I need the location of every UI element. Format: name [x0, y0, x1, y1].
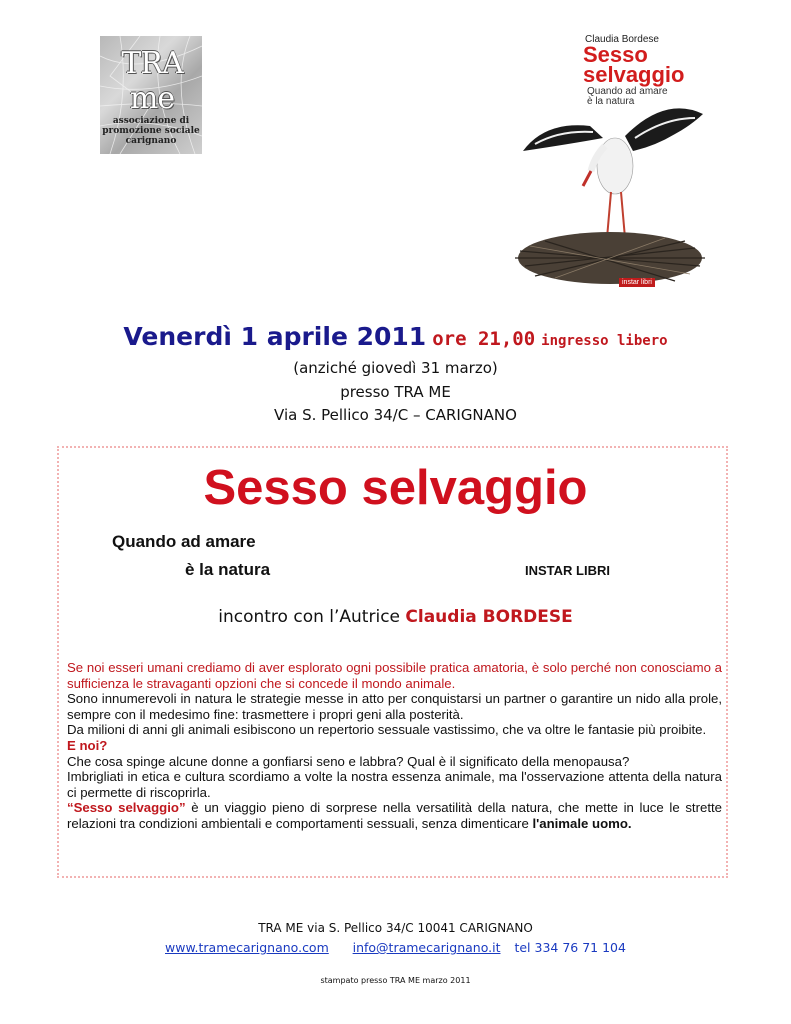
- cover-subtitle-line2: è la natura: [587, 96, 635, 107]
- book-cover: [515, 26, 705, 300]
- stork-illustration: [515, 26, 705, 300]
- cover-subtitle-line1: Quando ad amare: [587, 86, 668, 97]
- meeting-author: Claudia BORDESE: [405, 607, 573, 627]
- main-subtitle-line2: è la natura: [185, 560, 271, 579]
- paragraph-intro: Se noi esseri umani crediamo di aver esplorato ogni possibile pratica amatoria, è solo perché non conosciamo a sufficienza le stravaganti opzioni che si concede il mondo animale.: [67, 660, 722, 691]
- cover-author: Claudia Bordese: [585, 34, 659, 45]
- event-time: ore 21,00: [432, 328, 536, 350]
- cover-title-line2: selvaggio: [583, 62, 685, 87]
- event-venue: presso TRA ME: [340, 383, 451, 401]
- closing-text: è un viaggio pieno di sorprese nella versatilità della natura, che mette in luce le strette relazioni tra condizioni ambientali e comportamenti sessuali, senza dimenticare: [67, 800, 722, 831]
- logo-title: TRA me: [121, 46, 183, 116]
- main-title: Sesso selvaggio: [203, 461, 588, 515]
- meeting-prefix: incontro con l’Autrice: [218, 607, 400, 627]
- phone-number: tel 334 76 71 104: [514, 940, 626, 955]
- meeting-line: [0, 607, 791, 627]
- question-heading: E noi?: [67, 737, 108, 753]
- book-title-quote: “Sesso selvaggio”: [67, 800, 186, 816]
- cover-publisher: instar libri: [619, 278, 655, 287]
- closing-emphasis: l'animale uomo.: [532, 815, 632, 831]
- paragraph: Imbrigliati in etica e cultura scordiamo a volte la nostra essenza animale, ma l'osservazione attenta della natura ci permette di riscoprirla.: [67, 769, 722, 800]
- paragraph-closing: [67, 800, 722, 831]
- footer-address: TRA ME via S. Pellico 34/C 10041 CARIGNANO: [258, 921, 533, 935]
- event-address: Via S. Pellico 34/C – CARIGNANO: [274, 406, 517, 424]
- main-subtitle-line1: Quando ad amare: [112, 532, 256, 551]
- logo-subtitle-line: associazione di: [112, 116, 190, 126]
- event-entry: ingresso libero: [541, 333, 668, 349]
- paragraph: Che cosa spinge alcune donne a gonfiarsi seno e labbra? Qual è il significato della menopausa?: [67, 753, 630, 769]
- publisher-label: INSTAR LIBRI: [525, 563, 610, 578]
- logo-subtitle: [102, 116, 200, 146]
- event-date: Venerdì 1 aprile 2011: [123, 322, 427, 351]
- email-link[interactable]: info@tramecarignano.it: [352, 940, 501, 955]
- association-logo: [100, 36, 202, 154]
- description-text: [67, 660, 722, 832]
- logo-subtitle-line: promozione sociale: [102, 126, 200, 136]
- paragraph: Da milioni di anni gli animali esibiscono un repertorio sessuale vastissimo, che va oltre le fantasie più proibite.: [67, 722, 707, 738]
- cover-title-line1: Sesso: [583, 42, 648, 67]
- footer-contacts: [0, 940, 791, 955]
- paragraph: Sono innumerevoli in natura le strategie messe in atto per conquistarsi un partner o garantire un nido alla prole, sempre con il medesimo fine: trasmettere i propri geni alla posterità.: [67, 691, 722, 722]
- logo-subtitle-line: carignano: [125, 136, 177, 146]
- print-note: stampato presso TRA ME marzo 2011: [320, 976, 471, 985]
- website-link[interactable]: www.tramecarignano.com: [165, 940, 329, 955]
- event-date-line: [0, 322, 791, 351]
- event-note: (anziché giovedì 31 marzo): [293, 359, 498, 377]
